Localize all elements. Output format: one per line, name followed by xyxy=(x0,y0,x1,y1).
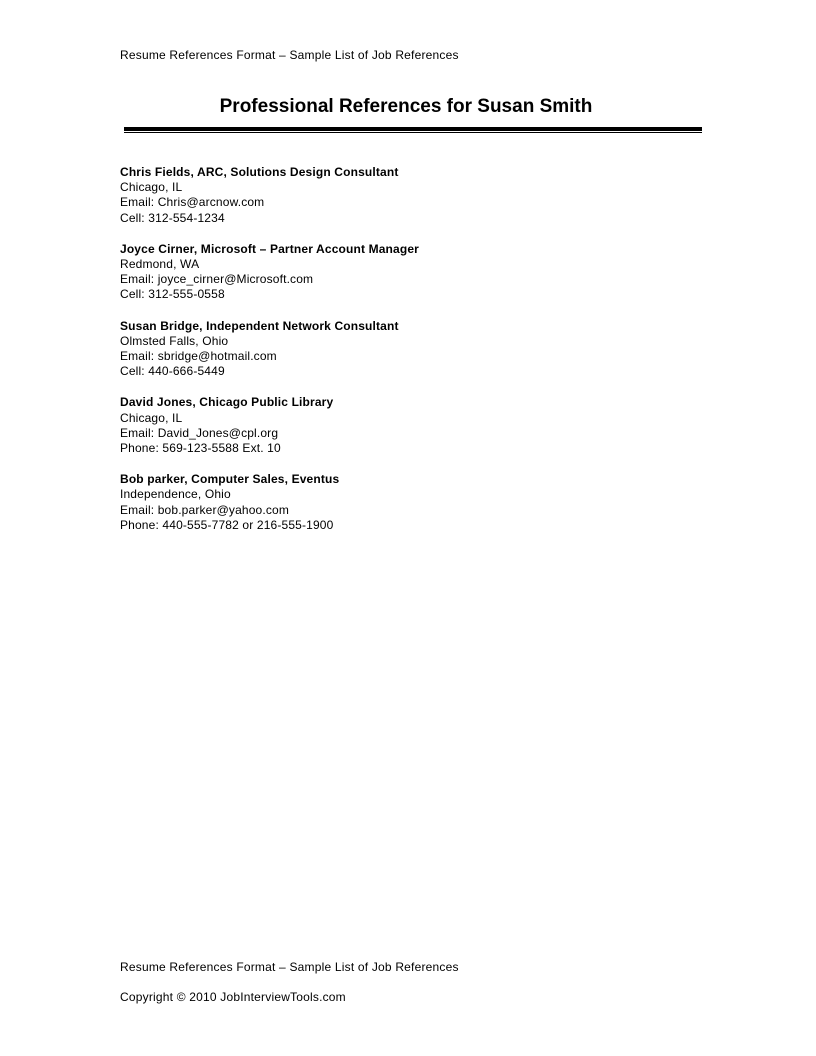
reference-entry xyxy=(120,472,720,533)
page-footer-copyright: Copyright © 2010 JobInterviewTools.com xyxy=(120,990,346,1004)
references-list xyxy=(120,165,720,549)
reference-phone: Phone: 440-555-7782 or 216-555-1900 xyxy=(120,517,334,532)
reference-email: Email: Chris@arcnow.com xyxy=(120,195,265,210)
reference-name: Joyce Cirner, Microsoft – Partner Account Manager xyxy=(120,241,419,256)
reference-name: Chris Fields, ARC, Solutions Design Consultant xyxy=(120,165,399,179)
reference-name: Susan Bridge, Independent Network Consultant xyxy=(120,318,399,333)
reference-email: Email: bob.parker@yahoo.com xyxy=(120,502,289,517)
reference-phone: Cell: 440-666-5449 xyxy=(120,364,225,379)
reference-entry xyxy=(120,395,720,456)
reference-location: Chicago, IL xyxy=(120,410,183,425)
reference-phone: Phone: 569-123-5588 Ext. 10 xyxy=(120,441,281,456)
reference-phone: Cell: 312-554-1234 xyxy=(120,210,225,225)
reference-phone: Cell: 312-555-0558 xyxy=(120,287,225,302)
reference-entry xyxy=(120,242,720,303)
reference-location: Chicago, IL xyxy=(120,180,183,195)
reference-name: Bob parker, Computer Sales, Eventus xyxy=(120,472,340,487)
page-header: Resume References Format – Sample List of Job References xyxy=(120,48,459,62)
reference-name: David Jones, Chicago Public Library xyxy=(120,395,334,410)
page-title: Professional References for Susan Smith xyxy=(219,96,593,117)
reference-location: Olmsted Falls, Ohio xyxy=(120,333,229,348)
reference-entry xyxy=(120,165,720,226)
reference-location: Redmond, WA xyxy=(120,257,200,272)
reference-entry xyxy=(120,319,720,380)
reference-email: Email: David_Jones@cpl.org xyxy=(120,425,279,440)
reference-email: Email: sbridge@hotmail.com xyxy=(120,349,277,364)
title-divider xyxy=(124,127,702,134)
reference-email: Email: joyce_cirner@Microsoft.com xyxy=(120,272,314,287)
page-footer-title: Resume References Format – Sample List of Job References xyxy=(120,960,459,974)
divider-thick-line xyxy=(124,127,702,131)
divider-thin-line xyxy=(124,132,702,133)
reference-location: Independence, Ohio xyxy=(120,487,231,502)
